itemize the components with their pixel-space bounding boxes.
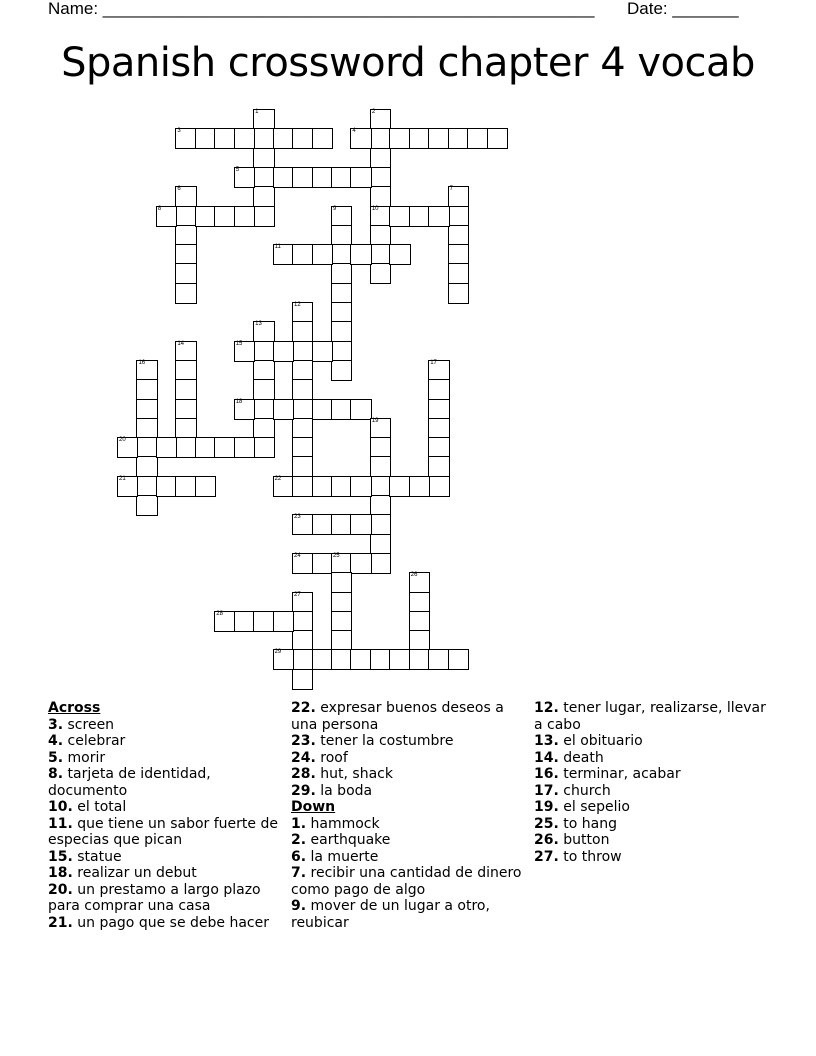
- clue-text: death: [558, 749, 604, 766]
- clue-number: 3: [177, 128, 181, 135]
- grid-cell[interactable]: [448, 649, 469, 670]
- clue-number: 13: [255, 321, 262, 328]
- clue-text: un prestamo a largo plazo para comprar una casa: [48, 881, 261, 914]
- grid-cell[interactable]: [195, 206, 216, 227]
- grid-cell[interactable]: [253, 341, 274, 362]
- grid-cell[interactable]: [117, 437, 138, 458]
- grid-cell[interactable]: [312, 649, 333, 670]
- grid-cell[interactable]: [467, 128, 488, 149]
- clues-column-3: [534, 700, 774, 865]
- grid-cell[interactable]: [389, 649, 410, 670]
- grid-cell[interactable]: [253, 399, 274, 420]
- clue-number-label: 18.: [48, 865, 73, 881]
- grid-cell[interactable]: [389, 476, 410, 497]
- grid-cell[interactable]: [253, 379, 274, 400]
- grid-cell[interactable]: [175, 186, 196, 207]
- grid-cell[interactable]: [234, 437, 255, 458]
- grid-cell[interactable]: [370, 186, 391, 207]
- grid-cell[interactable]: [214, 206, 235, 227]
- clue-number: 18: [235, 398, 243, 405]
- across-clue: [291, 733, 531, 750]
- clue-number: 11: [274, 244, 281, 251]
- down-clue: [291, 849, 531, 866]
- grid-cell[interactable]: [331, 649, 352, 670]
- clue-text: expresar buenos deseos a una persona: [291, 700, 504, 733]
- clue-number: 16: [138, 359, 146, 366]
- grid-cell[interactable]: [292, 669, 313, 690]
- grid-cell[interactable]: [389, 206, 410, 227]
- grid-cell[interactable]: [292, 379, 313, 400]
- clue-text: button: [558, 832, 610, 848]
- grid-cell[interactable]: [234, 611, 255, 632]
- grid-cell[interactable]: [214, 611, 235, 632]
- clue-number-label: 25.: [534, 815, 559, 832]
- clue-number-label: 17.: [534, 782, 559, 799]
- clue-text: tarjeta de identidad, documento: [48, 766, 211, 799]
- grid-cell[interactable]: [175, 206, 196, 227]
- grid-cell[interactable]: [292, 514, 313, 535]
- grid-cell[interactable]: [273, 611, 294, 632]
- clue-number: 2: [371, 109, 376, 115]
- grid-cell[interactable]: [214, 128, 235, 149]
- clue-number-label: 16.: [534, 766, 559, 782]
- clue-number: 5: [235, 166, 240, 173]
- grid-cell[interactable]: [156, 206, 177, 227]
- clue-number-label: 7.: [291, 865, 307, 881]
- grid-cell[interactable]: [428, 437, 449, 458]
- grid-cell[interactable]: [292, 399, 313, 420]
- grid-cell[interactable]: [370, 167, 391, 188]
- down-clue: [534, 783, 774, 800]
- grid-cell[interactable]: [428, 456, 449, 477]
- grid-cell[interactable]: [136, 437, 157, 458]
- grid-cell[interactable]: [409, 649, 430, 670]
- grid-cell[interactable]: [156, 476, 177, 497]
- grid-cell[interactable]: [273, 399, 294, 420]
- down-clue: [291, 865, 531, 898]
- grid-cell[interactable]: [331, 302, 352, 323]
- clue-number: 29: [274, 649, 282, 656]
- clue-number-label: 4.: [48, 733, 64, 749]
- grid-cell[interactable]: [350, 167, 371, 188]
- grid-cell[interactable]: [448, 128, 469, 149]
- grid-cell[interactable]: [428, 649, 449, 670]
- clue-number: 4: [352, 128, 356, 135]
- clue-number: 17: [430, 359, 437, 366]
- grid-cell[interactable]: [350, 649, 371, 670]
- grid-cell[interactable]: [331, 630, 352, 651]
- clue-text: tener lugar, realizarse, llevar a cabo: [534, 700, 766, 733]
- clue-number: 22: [274, 475, 282, 482]
- grid-cell[interactable]: [409, 630, 430, 651]
- across-clue: [291, 766, 531, 783]
- clue-number-label: 15.: [48, 848, 73, 865]
- grid-cell[interactable]: [331, 244, 352, 265]
- clue-text: roof: [315, 749, 348, 766]
- grid-cell[interactable]: [292, 167, 313, 188]
- clue-text: realizar un debut: [72, 865, 197, 881]
- grid-cell[interactable]: [409, 476, 430, 497]
- grid-cell[interactable]: [175, 244, 196, 265]
- grid-cell[interactable]: [370, 418, 391, 439]
- clue-number-label: 9.: [291, 898, 307, 914]
- grid-cell[interactable]: [136, 418, 157, 439]
- grid-cell[interactable]: [350, 553, 371, 574]
- across-clue: [48, 915, 288, 932]
- grid-cell[interactable]: [253, 321, 274, 342]
- clue-text: la boda: [315, 782, 373, 799]
- grid-cell[interactable]: [370, 476, 391, 497]
- grid-cell[interactable]: [428, 360, 449, 381]
- clue-number-label: 3.: [48, 716, 64, 733]
- grid-cell[interactable]: [350, 128, 371, 149]
- grid-cell[interactable]: [292, 437, 313, 458]
- clue-text: screen: [63, 716, 115, 733]
- grid-cell[interactable]: [234, 399, 255, 420]
- grid-cell[interactable]: [312, 167, 333, 188]
- grid-cell[interactable]: [292, 630, 313, 651]
- grid-cell[interactable]: [136, 360, 157, 381]
- grid-cell[interactable]: [253, 418, 274, 439]
- down-clue: [291, 898, 531, 931]
- grid-cell[interactable]: [253, 437, 274, 458]
- clue-text: el obituario: [558, 733, 643, 749]
- grid-cell[interactable]: [156, 437, 177, 458]
- clue-text: church: [558, 782, 611, 799]
- grid-cell[interactable]: [312, 128, 333, 149]
- down-clue: [534, 799, 774, 816]
- grid-cell[interactable]: [331, 206, 352, 227]
- grid-cell[interactable]: [370, 649, 391, 670]
- grid-cell[interactable]: [370, 128, 391, 149]
- grid-cell[interactable]: [370, 534, 391, 555]
- down-clue: [534, 849, 774, 866]
- grid-cell[interactable]: [175, 379, 196, 400]
- across-clue: [291, 783, 531, 800]
- clue-text: celebrar: [63, 733, 126, 749]
- grid-cell[interactable]: [292, 592, 313, 613]
- across-clue: [48, 733, 288, 750]
- grid-cell[interactable]: [428, 379, 449, 400]
- clue-text: que tiene un sabor fuerte de especias que pican: [48, 815, 278, 848]
- grid-cell[interactable]: [331, 399, 352, 420]
- clue-number: 20: [119, 437, 126, 444]
- grid-cell[interactable]: [253, 148, 274, 169]
- clue-text: el sepelio: [558, 799, 630, 815]
- grid-cell[interactable]: [370, 206, 391, 227]
- grid-cell[interactable]: [136, 456, 157, 477]
- grid-cell[interactable]: [292, 476, 313, 497]
- grid-cell[interactable]: [292, 418, 313, 439]
- clue-number: 8: [157, 205, 162, 212]
- grid-cell[interactable]: [448, 186, 469, 207]
- grid-cell[interactable]: [136, 476, 157, 497]
- grid-cell[interactable]: [273, 341, 294, 362]
- clue-number: 1: [255, 109, 259, 115]
- across-heading: Across: [48, 700, 101, 716]
- down-clue: [291, 816, 531, 833]
- grid-cell[interactable]: [273, 167, 294, 188]
- grid-cell[interactable]: [448, 283, 469, 304]
- clue-number: 12: [294, 302, 301, 308]
- grid-cell[interactable]: [175, 399, 196, 420]
- grid-cell[interactable]: [487, 128, 508, 149]
- grid-cell[interactable]: [195, 128, 216, 149]
- grid-cell[interactable]: [389, 128, 410, 149]
- grid-cell[interactable]: [136, 495, 157, 516]
- grid-cell[interactable]: [175, 418, 196, 439]
- grid-cell[interactable]: [234, 206, 255, 227]
- grid-cell[interactable]: [331, 592, 352, 613]
- grid-cell[interactable]: [448, 244, 469, 265]
- clue-number-label: 13.: [534, 733, 559, 749]
- clue-number-label: 24.: [291, 749, 316, 766]
- clue-text: to hang: [558, 815, 617, 832]
- clue-number: 28: [216, 610, 223, 617]
- grid-cell[interactable]: [136, 379, 157, 400]
- clue-number-label: 28.: [291, 766, 316, 782]
- grid-cell[interactable]: [292, 321, 313, 342]
- clue-text: to throw: [558, 848, 622, 865]
- grid-cell[interactable]: [136, 399, 157, 420]
- grid-cell[interactable]: [117, 476, 138, 497]
- grid-cell[interactable]: [253, 611, 274, 632]
- grid-cell[interactable]: [234, 128, 255, 149]
- clue-text: earthquake: [306, 832, 391, 848]
- grid-cell[interactable]: [253, 128, 274, 149]
- grid-cell[interactable]: [273, 649, 294, 670]
- grid-cell[interactable]: [195, 476, 216, 497]
- grid-cell[interactable]: [292, 128, 313, 149]
- grid-cell[interactable]: [273, 476, 294, 497]
- grid-cell[interactable]: [350, 399, 371, 420]
- grid-cell[interactable]: [253, 186, 274, 207]
- grid-cell[interactable]: [253, 167, 274, 188]
- across-clue: [48, 816, 288, 849]
- clue-number: 14: [177, 340, 185, 347]
- across-clue: [48, 766, 288, 799]
- grid-cell[interactable]: [292, 611, 313, 632]
- grid-cell[interactable]: [370, 553, 391, 574]
- clue-number: 9: [332, 205, 337, 212]
- clue-number-label: 11.: [48, 815, 73, 832]
- clue-number-label: 22.: [291, 700, 316, 716]
- grid-cell[interactable]: [448, 225, 469, 246]
- grid-cell[interactable]: [175, 476, 196, 497]
- grid-cell[interactable]: [234, 167, 255, 188]
- grid-cell[interactable]: [331, 572, 352, 593]
- grid-cell[interactable]: [370, 263, 391, 284]
- grid-cell[interactable]: [253, 206, 274, 227]
- grid-cell[interactable]: [428, 476, 449, 497]
- grid-cell[interactable]: [292, 341, 313, 362]
- grid-cell[interactable]: [175, 225, 196, 246]
- clue-number-label: 14.: [534, 749, 559, 766]
- clue-number: 7: [449, 186, 453, 193]
- grid-cell[interactable]: [292, 456, 313, 477]
- grid-cell[interactable]: [370, 456, 391, 477]
- clue-number-label: 1.: [291, 815, 307, 832]
- clue-text: la muerte: [306, 848, 379, 865]
- grid-cell[interactable]: [312, 341, 333, 362]
- clue-text: statue: [72, 848, 122, 865]
- grid-cell[interactable]: [428, 206, 449, 227]
- clue-text: hammock: [306, 815, 380, 832]
- clue-number: 24: [294, 552, 301, 559]
- clue-number: 25: [332, 552, 340, 559]
- grid-cell[interactable]: [409, 128, 430, 149]
- clue-text: morir: [63, 749, 106, 766]
- clue-number: 21: [119, 475, 126, 482]
- grid-cell[interactable]: [428, 399, 449, 420]
- grid-cell[interactable]: [428, 418, 449, 439]
- grid-cell[interactable]: [370, 495, 391, 516]
- down-clue: [534, 832, 774, 849]
- page-title: Spanish crossword chapter 4 vocab: [61, 40, 755, 86]
- grid-cell[interactable]: [312, 514, 333, 535]
- down-clue: [291, 832, 531, 849]
- grid-cell[interactable]: [350, 514, 371, 535]
- clue-number: 19: [371, 417, 379, 424]
- clue-number: 23: [294, 514, 301, 521]
- grid-cell[interactable]: [448, 263, 469, 284]
- grid-cell[interactable]: [409, 592, 430, 613]
- grid-cell[interactable]: [448, 206, 469, 227]
- clue-number-label: 29.: [291, 782, 316, 799]
- grid-cell[interactable]: [253, 360, 274, 381]
- name-field-label: Name: ____________________________________________________: [48, 0, 595, 18]
- down-clue: [534, 733, 774, 750]
- grid-cell[interactable]: [175, 128, 196, 149]
- grid-cell[interactable]: [292, 553, 313, 574]
- across-clue: [291, 700, 531, 733]
- grid-cell[interactable]: [331, 263, 352, 284]
- clue-number-label: 10.: [48, 799, 73, 815]
- grid-cell[interactable]: [292, 649, 313, 670]
- grid-cell[interactable]: [370, 109, 391, 130]
- clue-number: 15: [235, 340, 243, 347]
- across-clue: [48, 882, 288, 915]
- grid-cell[interactable]: [175, 360, 196, 381]
- grid-cell[interactable]: [292, 360, 313, 381]
- clue-number-label: 8.: [48, 766, 64, 782]
- clue-number-label: 27.: [534, 848, 559, 865]
- grid-cell[interactable]: [331, 611, 352, 632]
- grid-cell[interactable]: [253, 109, 274, 130]
- clue-number-label: 20.: [48, 881, 73, 898]
- down-clue: [534, 816, 774, 833]
- clue-number-label: 21.: [48, 914, 73, 931]
- grid-cell[interactable]: [428, 128, 449, 149]
- grid-cell[interactable]: [350, 476, 371, 497]
- grid-cell[interactable]: [331, 514, 352, 535]
- across-clue: [48, 717, 288, 734]
- clue-text: recibir una cantidad de dinero como pago de algo: [291, 865, 522, 898]
- grid-cell[interactable]: [273, 244, 294, 265]
- date-field-label: Date: _______: [627, 0, 739, 18]
- grid-cell[interactable]: [312, 553, 333, 574]
- clue-number: 26: [410, 572, 418, 579]
- grid-cell[interactable]: [370, 225, 391, 246]
- grid-cell[interactable]: [331, 360, 352, 381]
- grid-cell[interactable]: [350, 244, 371, 265]
- clue-text: terminar, acabar: [558, 766, 681, 782]
- across-clue: [48, 750, 288, 767]
- grid-cell[interactable]: [331, 225, 352, 246]
- grid-cell[interactable]: [331, 476, 352, 497]
- clue-number-label: 5.: [48, 749, 64, 766]
- grid-cell[interactable]: [389, 244, 410, 265]
- grid-cell[interactable]: [331, 167, 352, 188]
- grid-cell[interactable]: [409, 572, 430, 593]
- clue-text: un pago que se debe hacer: [72, 914, 269, 931]
- clues-column-2: [291, 700, 531, 931]
- across-clue: [48, 865, 288, 882]
- grid-cell[interactable]: [312, 476, 333, 497]
- clues-column-1: [48, 700, 288, 931]
- grid-cell[interactable]: [214, 437, 235, 458]
- clue-number-label: 6.: [291, 848, 307, 865]
- down-clue: [534, 750, 774, 767]
- grid-cell[interactable]: [409, 611, 430, 632]
- clue-number: 6: [177, 186, 181, 193]
- clue-number-label: 23.: [291, 733, 316, 749]
- clue-text: hut, shack: [315, 766, 393, 782]
- grid-cell[interactable]: [331, 321, 352, 342]
- clue-number-label: 2.: [291, 832, 307, 848]
- grid-cell[interactable]: [331, 283, 352, 304]
- grid-cell[interactable]: [175, 283, 196, 304]
- clue-number-label: 26.: [534, 832, 559, 848]
- across-clue: [48, 849, 288, 866]
- grid-cell[interactable]: [175, 437, 196, 458]
- grid-cell[interactable]: [175, 341, 196, 362]
- grid-cell[interactable]: [409, 206, 430, 227]
- clue-text: el total: [72, 799, 127, 815]
- grid-cell[interactable]: [234, 341, 255, 362]
- clue-number-label: 19.: [534, 799, 559, 815]
- down-heading: Down: [291, 799, 336, 815]
- clue-number-label: 12.: [534, 700, 559, 716]
- grid-cell[interactable]: [331, 341, 352, 362]
- grid-cell[interactable]: [292, 244, 313, 265]
- grid-cell[interactable]: [312, 244, 333, 265]
- clue-number: 27: [294, 591, 301, 598]
- grid-cell[interactable]: [370, 244, 391, 265]
- clue-text: tener la costumbre: [315, 733, 454, 749]
- down-clue: [534, 766, 774, 783]
- across-clue: [291, 750, 531, 767]
- down-clue: [534, 700, 774, 733]
- across-clue: [48, 799, 288, 816]
- grid-cell[interactable]: [370, 148, 391, 169]
- clue-text: mover de un lugar a otro, reubicar: [291, 898, 490, 931]
- grid-cell[interactable]: [273, 128, 294, 149]
- grid-cell[interactable]: [370, 514, 391, 535]
- grid-cell[interactable]: [175, 263, 196, 284]
- grid-cell[interactable]: [331, 553, 352, 574]
- grid-cell[interactable]: [312, 399, 333, 420]
- grid-cell[interactable]: [292, 302, 313, 323]
- grid-cell[interactable]: [370, 437, 391, 458]
- grid-cell[interactable]: [195, 437, 216, 458]
- clue-number: 10: [371, 205, 379, 212]
